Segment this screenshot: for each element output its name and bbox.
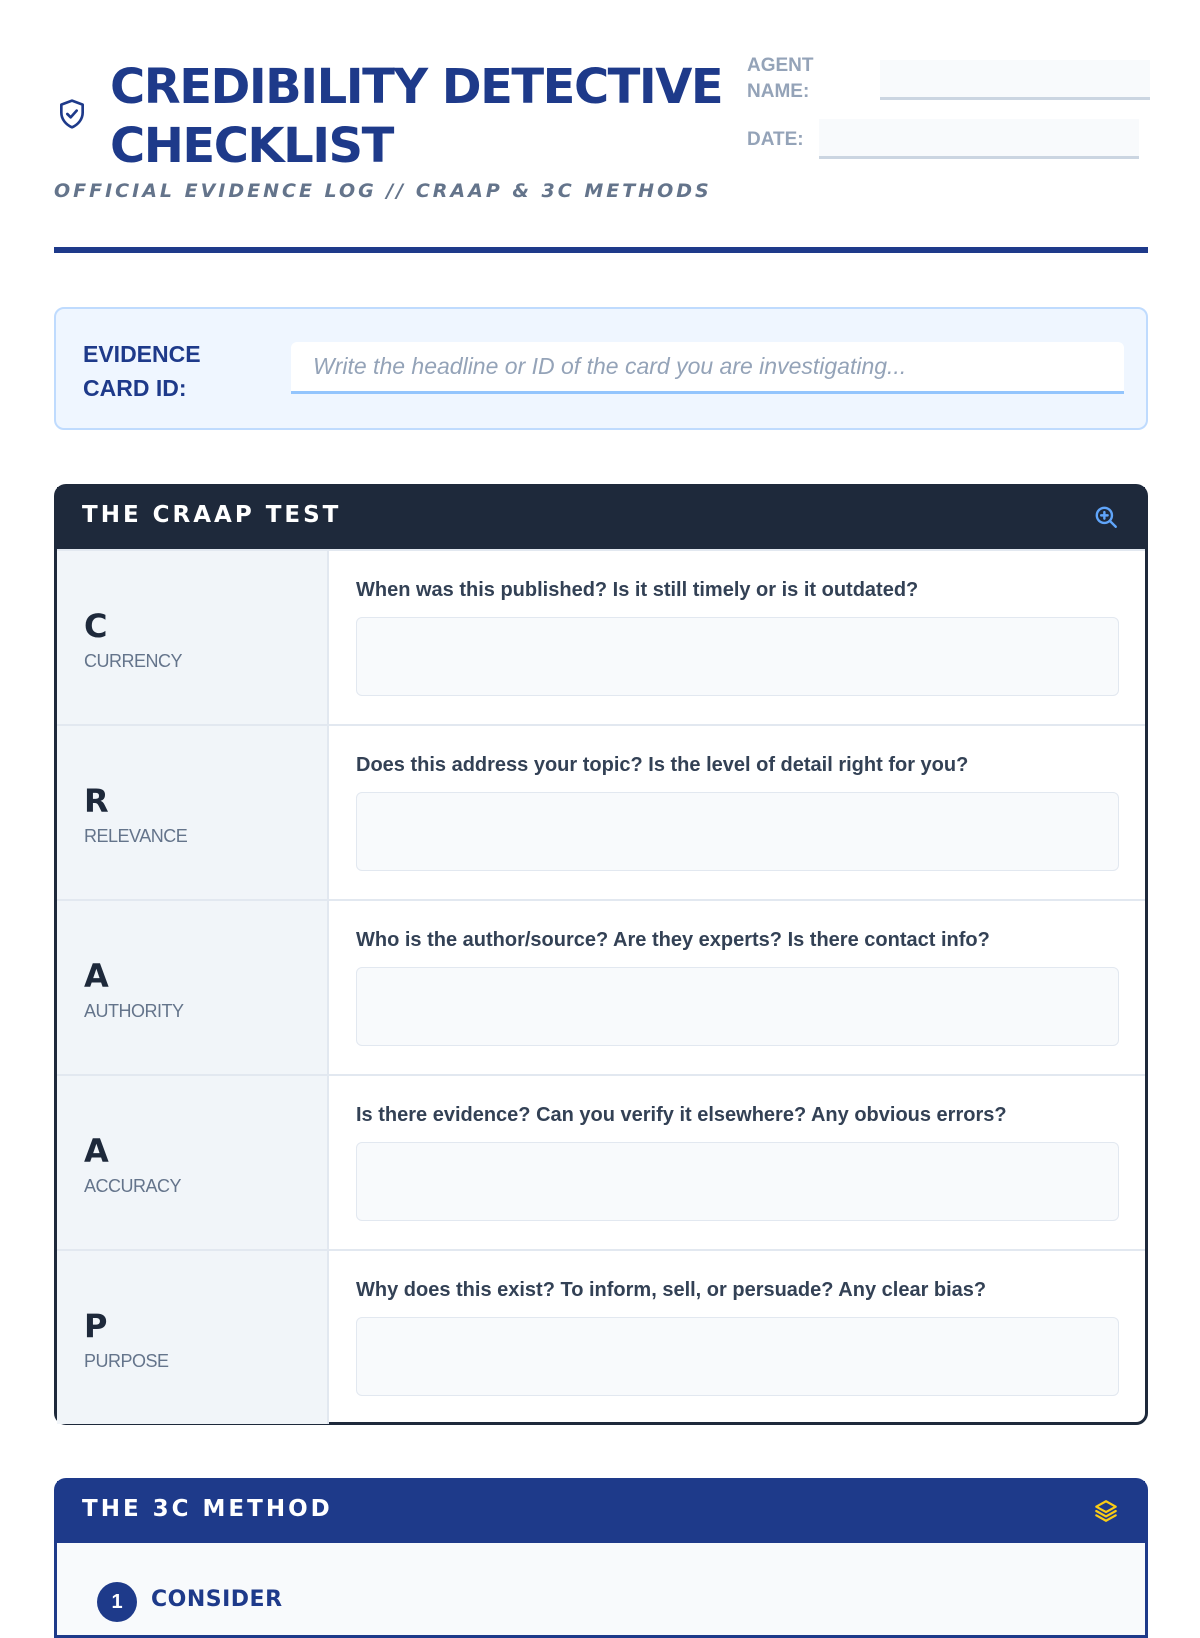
row-letter: R (84, 782, 109, 820)
evidence-card-panel (54, 307, 1148, 430)
craap-row-currency (57, 549, 1145, 724)
header-divider (54, 247, 1148, 253)
three-c-section (54, 1478, 1148, 1638)
row-word: RELEVANCE (84, 826, 188, 846)
layers-icon (1093, 1498, 1119, 1524)
three-c-header (57, 1481, 1145, 1543)
date-label: DATE: (747, 129, 804, 150)
row-question: When was this published? Is it still timely or is it outdated? (356, 579, 919, 601)
agent-name-field[interactable] (880, 60, 1150, 100)
answer-field[interactable] (356, 967, 1119, 1046)
answer-field[interactable] (356, 1142, 1119, 1221)
zoom-in-icon (1093, 504, 1119, 530)
step-title-consider: CONSIDER (151, 1587, 283, 1612)
row-question: Is there evidence? Can you verify it elsewhere? Any obvious errors? (356, 1104, 1007, 1126)
row-letter: A (84, 957, 109, 995)
page-title: CREDIBILITY DETECTIVE CHECKLIST (110, 59, 723, 174)
craap-header (57, 487, 1145, 549)
page-subtitle: OFFICIAL EVIDENCE LOG // CRAAP & 3C METHODS (54, 180, 712, 202)
craap-row-accuracy (57, 1074, 1145, 1249)
answer-field[interactable] (356, 617, 1119, 696)
step-number-badge: 1 (97, 1582, 137, 1622)
craap-test-section (54, 484, 1148, 1425)
row-letter: P (84, 1307, 108, 1345)
row-letter: C (84, 607, 108, 645)
craap-row-authority (57, 899, 1145, 1074)
row-word: ACCURACY (84, 1176, 182, 1196)
craap-row-relevance (57, 724, 1145, 899)
agent-name-label: AGENT NAME: (747, 55, 814, 102)
evidence-card-label: EVIDENCE CARD ID: (83, 341, 201, 401)
date-field[interactable] (819, 119, 1139, 159)
row-word: AUTHORITY (84, 1001, 184, 1021)
row-question: Does this address your topic? Is the level of detail right for you? (356, 754, 969, 776)
evidence-card-input[interactable] (291, 342, 1124, 394)
answer-field[interactable] (356, 1317, 1119, 1396)
row-letter: A (84, 1132, 109, 1170)
craap-row-purpose (57, 1249, 1145, 1424)
row-question: Why does this exist? To inform, sell, or persuade? Any clear bias? (356, 1279, 987, 1301)
three-c-title: THE 3C METHOD (82, 1496, 333, 1522)
answer-field[interactable] (356, 792, 1119, 871)
row-question: Who is the author/source? Are they experts? Is there contact info? (356, 929, 990, 951)
shield-check-icon (56, 96, 88, 132)
row-word: CURRENCY (84, 651, 183, 671)
row-word: PURPOSE (84, 1351, 169, 1371)
craap-title: THE CRAAP TEST (82, 502, 342, 528)
